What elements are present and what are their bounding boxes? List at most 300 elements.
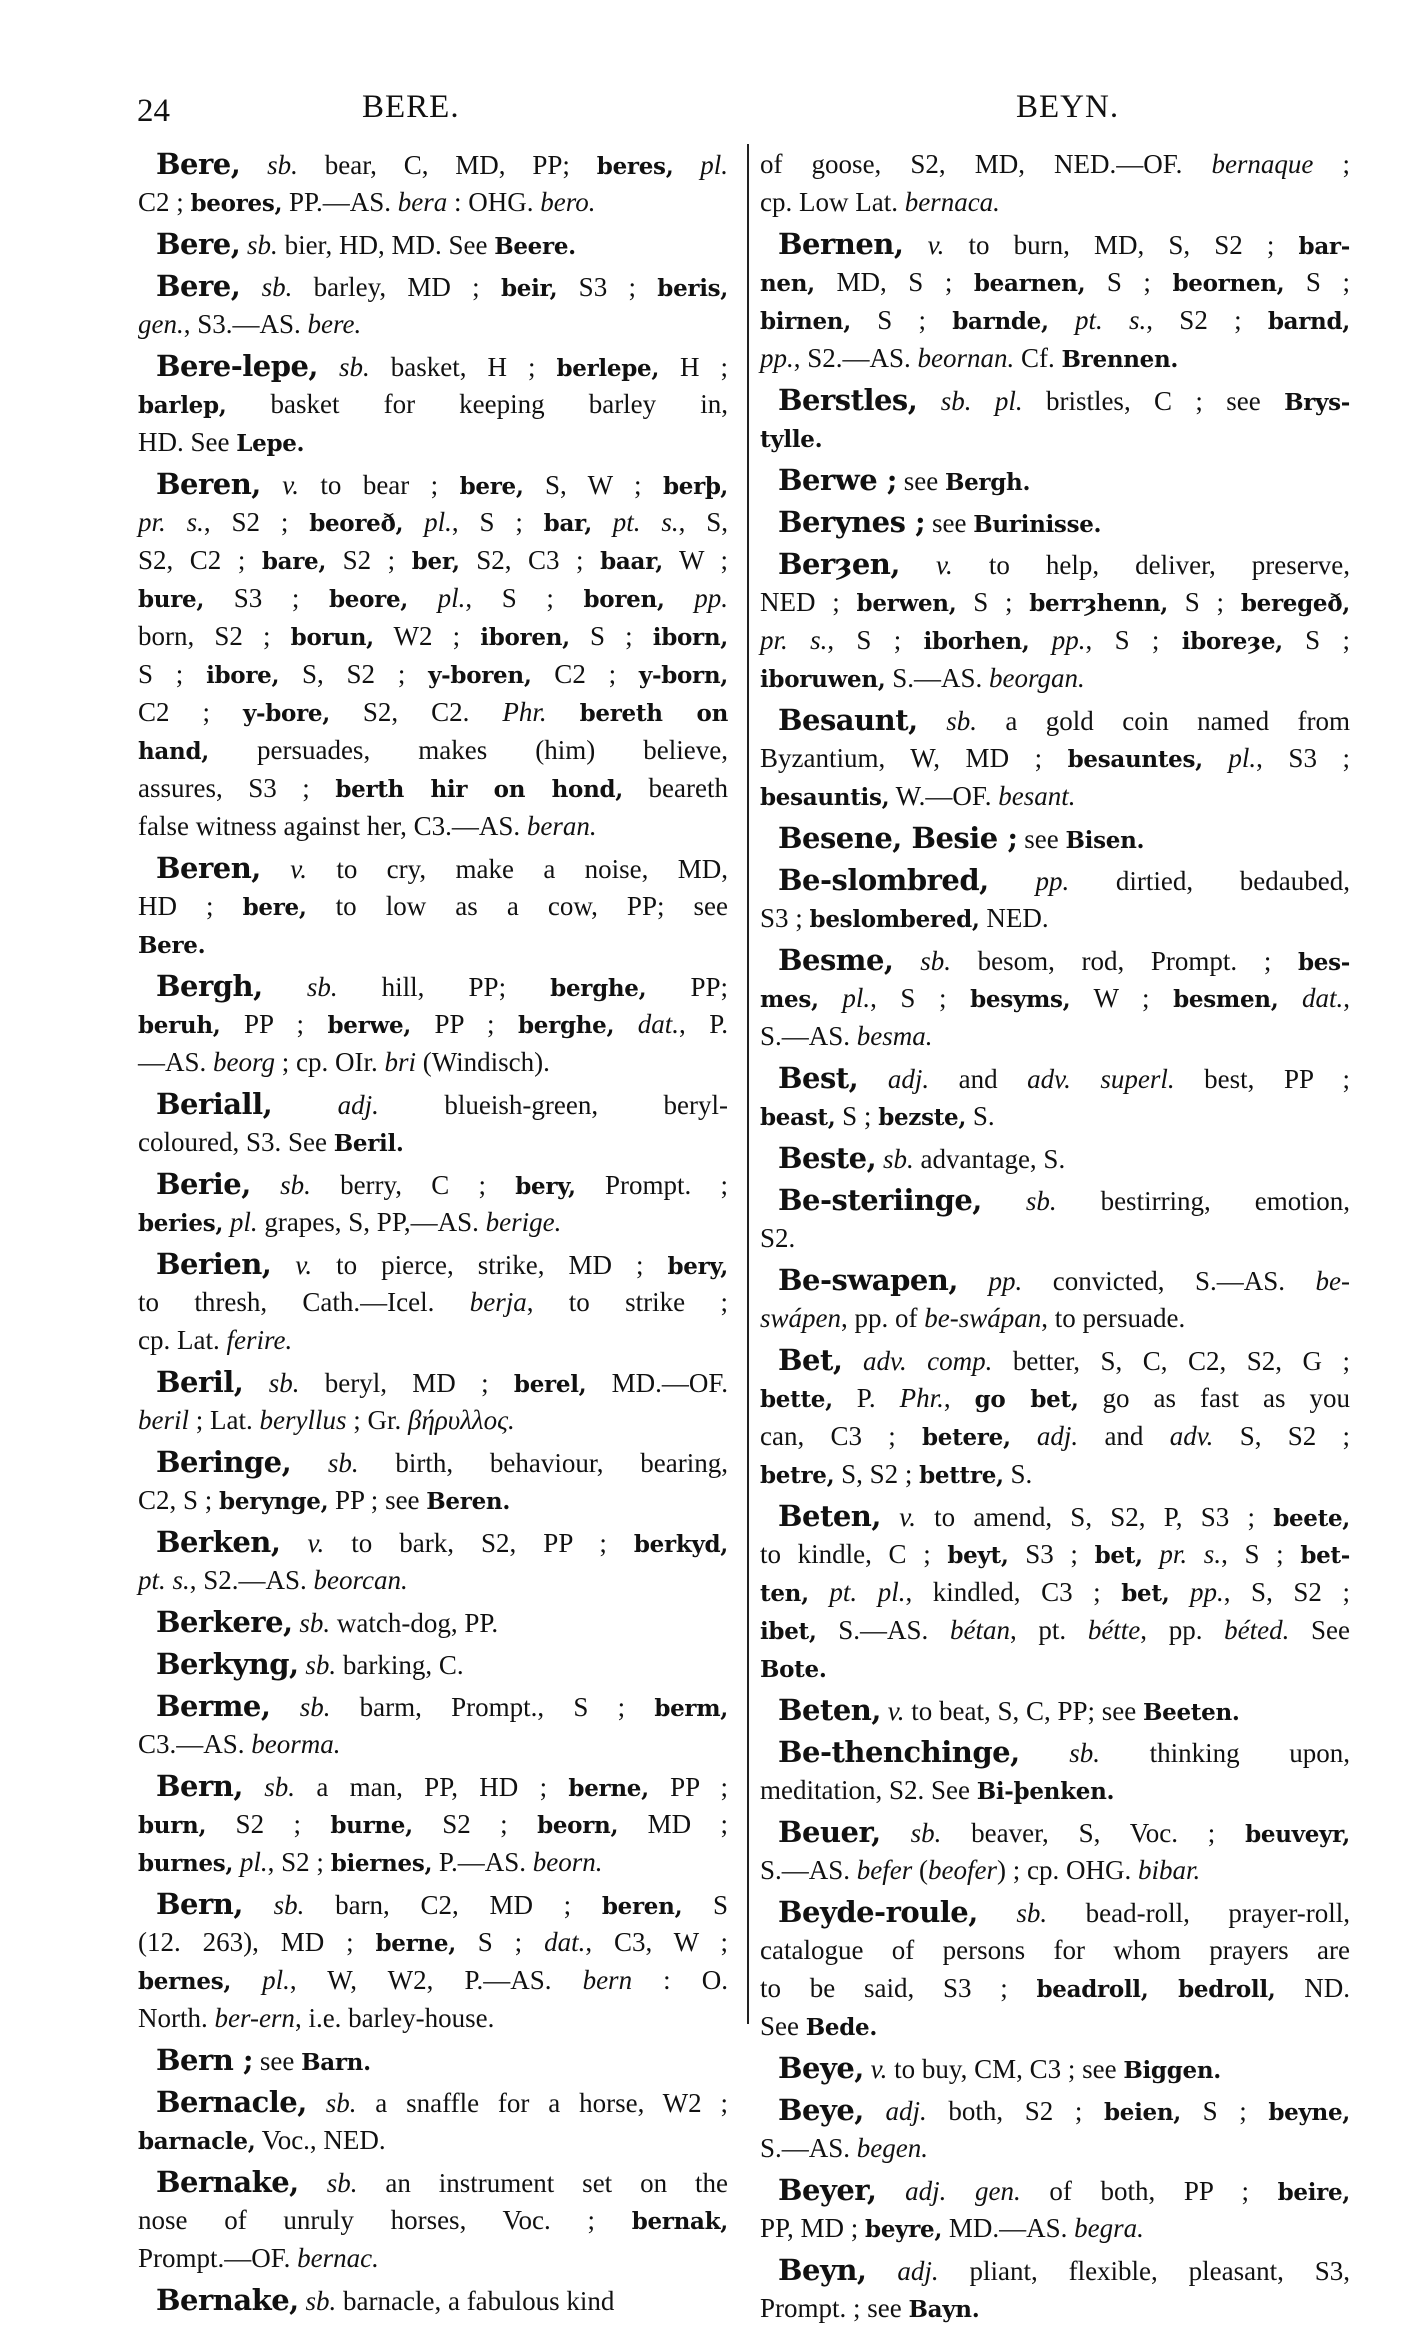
dictionary-entry — [760, 145, 1350, 221]
italic-gloss: sb. — [1025, 1186, 1057, 1216]
text — [894, 946, 921, 976]
text: bristles, C ; see — [1022, 386, 1285, 416]
entry-line — [760, 1219, 1350, 1257]
headword: Bere, — [156, 269, 241, 303]
italic-gloss: pt. s. — [1075, 305, 1147, 335]
headword: Beten, — [778, 1693, 881, 1727]
headword: Bernen, — [778, 227, 904, 261]
text — [403, 507, 424, 537]
text: S ; — [138, 659, 207, 689]
text — [223, 1207, 230, 1237]
dictionary-entry — [760, 941, 1350, 1055]
text: better, S, C, C2, S2, G ; — [992, 1346, 1351, 1376]
headword: Bernake, — [156, 2165, 299, 2199]
text: a man, PP, HD ; — [295, 1772, 569, 1802]
text: , i.e. barley-house. — [294, 2003, 495, 2033]
text — [958, 1266, 989, 1296]
italic-gloss: beornan. — [917, 343, 1015, 373]
italic-gloss: pr. s. — [138, 507, 204, 537]
text — [547, 697, 580, 727]
italic-gloss: sb. — [882, 1144, 914, 1174]
text — [1049, 305, 1075, 335]
bold-form: bar- — [1298, 233, 1350, 260]
text: S ; — [1180, 2096, 1269, 2126]
bold-form: berghe, — [518, 1012, 615, 1039]
italic-gloss: Phr. — [899, 1383, 944, 1413]
dictionary-entry — [760, 1813, 1350, 1889]
dictionary-entry — [138, 465, 728, 845]
dictionary-entry — [760, 381, 1350, 457]
italic-gloss: sb. — [264, 1772, 296, 1802]
italic-gloss: dat. — [544, 1927, 586, 1957]
bold-form: berwen, — [856, 590, 957, 617]
entry-line — [760, 2129, 1350, 2167]
headword: Bernacle, — [156, 2085, 307, 2119]
bold-form: besauntis, — [760, 784, 890, 811]
text: , S, — [678, 507, 728, 537]
entry-line — [760, 1341, 1350, 1379]
italic-gloss: bétte — [1087, 1615, 1141, 1645]
text: , S ; — [870, 983, 971, 1013]
italic-gloss: berige. — [485, 1207, 562, 1237]
italic-gloss: béted. — [1224, 1615, 1290, 1645]
text: and — [1078, 1421, 1170, 1451]
text — [900, 550, 936, 580]
bold-form: beore, — [328, 586, 408, 613]
entry-line — [760, 899, 1350, 937]
headword: Beril, — [156, 1365, 244, 1399]
entry-line — [760, 1181, 1350, 1219]
page-number: 24 — [137, 93, 170, 129]
text: ) ; cp. OHG. — [997, 1855, 1138, 1885]
bold-form: Bede. — [805, 2014, 878, 2041]
text: , S, S2 ; — [1223, 1577, 1350, 1607]
running-head-right: BEYN. — [1016, 89, 1120, 125]
italic-gloss: bernac. — [297, 2243, 379, 2273]
italic-gloss: pl. — [229, 1207, 258, 1237]
headword: Beyer, — [778, 2173, 877, 2207]
italic-gloss: pp. — [988, 1266, 1023, 1296]
entry-line — [138, 693, 728, 731]
dictionary-entry — [760, 2049, 1350, 2087]
text: berry, C ; — [310, 1170, 516, 1200]
bold-form: bes- — [1297, 949, 1350, 976]
headword: Beye, — [778, 2093, 864, 2127]
text: to burn, MD, S, S2 ; — [944, 230, 1299, 260]
text: S.—AS. — [816, 1615, 950, 1645]
column-divider — [747, 144, 749, 2024]
entry-line — [760, 461, 1350, 499]
text: S ; — [569, 621, 653, 651]
text: C2, S ; — [138, 1485, 220, 1515]
text — [673, 150, 700, 180]
bold-form: bearnen, — [973, 270, 1086, 297]
entry-line — [138, 1999, 728, 2037]
italic-gloss: sb. — [268, 1368, 300, 1398]
text: , S2.—AS. — [189, 1565, 314, 1595]
italic-gloss: adj. — [885, 2096, 927, 2126]
text — [614, 1009, 638, 1039]
italic-gloss: pl. — [700, 150, 729, 180]
bold-form: berne, — [568, 1775, 649, 1802]
entry-line — [760, 1969, 1350, 2007]
text: bier, HD, MD. See — [277, 230, 495, 260]
headword: Berie, — [156, 1167, 251, 1201]
bold-form: berne, — [375, 1930, 456, 1957]
text: S ; — [1085, 267, 1173, 297]
entry-line — [760, 979, 1350, 1017]
text: , S ; — [465, 583, 584, 613]
text — [876, 1144, 883, 1174]
text: ; cp. OIr. — [275, 1047, 385, 1077]
bold-form: go bet, — [974, 1386, 1079, 1413]
text: W ; — [1070, 983, 1174, 1013]
bold-form: baar, — [600, 548, 663, 575]
text: beareth — [623, 773, 728, 803]
dictionary-entry — [138, 347, 728, 461]
italic-gloss: sb. — [267, 150, 298, 180]
bold-form: beyre, — [865, 2216, 943, 2243]
left-column — [138, 145, 728, 2323]
bold-form: boren, — [583, 586, 665, 613]
bold-form: iborhen, — [923, 628, 1030, 655]
italic-gloss: dat. — [1302, 983, 1344, 1013]
text: W ; — [662, 545, 728, 575]
entry-line — [138, 267, 728, 305]
text: , S2.—AS. — [793, 343, 918, 373]
italic-gloss: adj. — [887, 1064, 930, 1094]
bold-form: y-bore, — [242, 700, 330, 727]
bold-form: ibore, — [206, 662, 280, 689]
italic-gloss: pp. — [1051, 625, 1086, 655]
headword: Berstles, — [778, 383, 918, 417]
bold-form: besmen, — [1173, 986, 1279, 1013]
text: : O. — [632, 1965, 729, 1995]
dictionary-entry — [760, 1139, 1350, 1177]
text: PP, MD ; — [760, 2213, 866, 2243]
bold-form: besyms, — [970, 986, 1071, 1013]
italic-gloss: beorgan. — [989, 663, 1085, 693]
italic-gloss: be-swápan — [924, 1303, 1042, 1333]
entry-line — [760, 1059, 1350, 1097]
italic-gloss: sb. — [273, 1890, 305, 1920]
dictionary-entry — [138, 2281, 728, 2319]
bold-form: beries, — [138, 1210, 224, 1237]
text: barley, MD ; — [292, 272, 501, 302]
italic-gloss: bera — [397, 187, 448, 217]
dictionary-entry — [138, 1603, 728, 1641]
headword: Berwe ; — [778, 463, 897, 497]
entry-line — [138, 887, 728, 925]
entry-line — [760, 1771, 1350, 1809]
entry-line — [760, 503, 1350, 541]
bold-form: berþ, — [662, 473, 728, 500]
text: S. — [966, 1101, 995, 1131]
text: S2 ; — [412, 1809, 538, 1839]
bold-form: Bayn. — [908, 2296, 980, 2323]
text — [240, 272, 261, 302]
text: beryl, MD ; — [299, 1368, 514, 1398]
text — [1029, 625, 1051, 655]
entry-line — [760, 819, 1350, 857]
bold-form: burn, — [138, 1812, 207, 1839]
italic-gloss: bri — [384, 1047, 417, 1077]
text — [877, 2176, 906, 2206]
italic-gloss: adj. — [1036, 1421, 1079, 1451]
italic-gloss: adv. comp. — [862, 1346, 993, 1376]
italic-gloss: beryllus — [259, 1405, 347, 1435]
text: , to persuade. — [1041, 1303, 1186, 1333]
entry-line — [760, 2091, 1350, 2129]
text — [918, 706, 946, 736]
text: ; — [1313, 149, 1350, 179]
bold-form: Beril. — [333, 1130, 404, 1157]
text — [243, 1368, 268, 1398]
bold-form: birnen, — [760, 308, 851, 335]
italic-gloss: v. — [927, 230, 945, 260]
text: P.—AS. — [432, 1847, 533, 1877]
text: —AS. — [138, 1047, 214, 1077]
headword: Be-swapen, — [778, 1263, 958, 1297]
italic-gloss: sb. — [339, 352, 370, 382]
entry-line — [138, 225, 728, 263]
italic-gloss: pl. — [842, 983, 871, 1013]
bold-form: bet- — [1300, 1542, 1350, 1569]
dictionary-entry — [138, 967, 728, 1081]
text — [1143, 1539, 1160, 1569]
entry-line — [138, 1363, 728, 1401]
bold-form: Brennen. — [1061, 346, 1179, 373]
dictionary-entry — [138, 1245, 728, 1359]
entry-line — [760, 1497, 1350, 1535]
text: , P. — [678, 1009, 728, 1039]
italic-gloss: pl. — [437, 583, 466, 613]
bold-form: Brys- — [1284, 389, 1351, 416]
text — [240, 150, 267, 180]
bold-form: betere, — [922, 1424, 1011, 1451]
entry-line — [138, 305, 728, 343]
entry-line — [760, 2049, 1350, 2087]
italic-gloss: sb. — [920, 946, 951, 976]
bold-form: beuveyr, — [1245, 1821, 1350, 1848]
italic-gloss: pp. — [1035, 866, 1070, 896]
text: , — [1343, 983, 1351, 1013]
text: , W, W2, P.—AS. — [289, 1965, 583, 1995]
dictionary-entry — [760, 503, 1350, 541]
text — [307, 2088, 326, 2118]
entry-line — [760, 339, 1350, 377]
bold-form: beast, — [760, 1104, 836, 1131]
text: S ; — [835, 1101, 879, 1131]
italic-gloss: v. — [282, 470, 300, 500]
entry-line — [760, 2289, 1350, 2327]
text: hill, PP; — [337, 972, 551, 1002]
italic-gloss: berja — [469, 1287, 527, 1317]
text: MD, S ; — [814, 267, 974, 297]
entry-line — [760, 2007, 1350, 2045]
text: , pp. — [1140, 1615, 1225, 1645]
bold-form: iboruwen, — [760, 666, 886, 693]
bold-form: besauntes, — [1067, 746, 1203, 773]
entry-line — [760, 1931, 1350, 1969]
entry-line — [760, 301, 1350, 339]
text: to help, deliver, preserve, — [952, 550, 1351, 580]
entry-line — [138, 145, 728, 183]
italic-gloss: v. — [290, 854, 307, 884]
text — [270, 1692, 299, 1722]
italic-gloss: begra. — [1074, 2213, 1144, 2243]
headword: Beyde-roule, — [778, 1895, 978, 1929]
dictionary-entry — [760, 1341, 1350, 1493]
headword: Bern ; — [156, 2043, 254, 2077]
entry-line — [138, 579, 728, 617]
headword: Beriall, — [156, 1087, 273, 1121]
bold-form: beadroll, bedroll, — [1036, 1976, 1276, 2003]
entry-line — [760, 621, 1350, 659]
text: false witness against her, C3.—AS. — [138, 811, 527, 841]
text: , S3 ; — [1256, 743, 1350, 773]
bold-form: y-boren, — [428, 662, 532, 689]
text — [299, 2286, 306, 2316]
text — [233, 1847, 240, 1877]
dictionary-entry — [138, 1645, 728, 1683]
text: a snaffle for a horse, W2 ; — [356, 2088, 728, 2118]
bold-form: bezste, — [878, 1104, 967, 1131]
entry-line — [138, 2201, 728, 2239]
text: HD. See — [138, 427, 237, 457]
entry-line — [138, 1687, 728, 1725]
entry-line — [138, 2083, 728, 2121]
headword: Bere-lepe, — [156, 349, 319, 383]
italic-gloss: sb. — [325, 2088, 357, 2118]
text: to buy, CM, C3 ; see — [887, 2054, 1124, 2084]
entry-line — [138, 731, 728, 769]
bold-form: Beren. — [426, 1488, 511, 1515]
text — [280, 1528, 307, 1558]
entry-line — [760, 1417, 1350, 1455]
entry-line — [760, 1611, 1350, 1649]
entry-line — [760, 1573, 1350, 1611]
entry-line — [138, 503, 728, 541]
text — [291, 1448, 328, 1478]
entry-line — [760, 183, 1350, 221]
bold-form: beete, — [1273, 1505, 1351, 1532]
text: barn, C2, MD ; — [304, 1890, 602, 1920]
dictionary-entry — [760, 1261, 1350, 1337]
italic-gloss: sb. — [910, 1818, 942, 1848]
italic-gloss: beorma. — [251, 1729, 341, 1759]
italic-gloss: beofer — [928, 1855, 997, 1885]
text: ; Gr. — [346, 1405, 408, 1435]
dictionary-entry — [760, 2171, 1350, 2247]
entry-line — [138, 1561, 728, 1599]
bold-form: beslombered, — [809, 906, 980, 933]
text: See — [760, 2011, 806, 2041]
entry-line — [760, 263, 1350, 301]
text: , S ; — [1085, 625, 1182, 655]
text: blueish-green, beryl- — [378, 1090, 729, 1120]
entry-line — [138, 347, 728, 385]
text: NED. — [979, 903, 1049, 933]
dictionary-entry — [138, 1687, 728, 1763]
text: both, S2 ; — [926, 2096, 1104, 2126]
text: S.—AS. — [760, 1021, 857, 1051]
headword: Beuer, — [778, 1815, 881, 1849]
entry-line — [760, 941, 1350, 979]
headword: Be-slombred, — [778, 863, 989, 897]
text: bestirring, emotion, — [1056, 1186, 1350, 1216]
bold-form: bernes, — [138, 1968, 232, 1995]
text: basket for keeping barley in, — [226, 389, 728, 419]
entry-line — [138, 807, 728, 845]
text: besom, rod, Prompt. ; — [950, 946, 1298, 976]
bold-form: burnes, — [138, 1850, 234, 1877]
bold-form: berrȝhenn, — [1029, 590, 1168, 617]
text: S, W ; — [523, 470, 663, 500]
italic-gloss: bernaque — [1211, 149, 1314, 179]
entry-line — [760, 2251, 1350, 2289]
bold-form: barlep, — [138, 392, 227, 419]
italic-gloss: bernaca. — [904, 187, 1000, 217]
text: S ; — [956, 587, 1030, 617]
bold-form: beire, — [1277, 2179, 1350, 2206]
text: (Windisch). — [416, 1047, 550, 1077]
headword: Best, — [778, 1061, 859, 1095]
italic-gloss: befer — [856, 1855, 913, 1885]
headword: Beringe, — [156, 1445, 292, 1479]
bold-form: nen, — [760, 270, 815, 297]
headword: Beren, — [156, 467, 261, 501]
text: S2 ; — [326, 545, 412, 575]
text: S.—AS. — [885, 663, 989, 693]
entry-line — [760, 1017, 1350, 1055]
entry-line — [760, 777, 1350, 815]
text: PP ; see — [328, 1485, 427, 1515]
headword: Berien, — [156, 1247, 272, 1281]
italic-gloss: sb. — [261, 272, 293, 302]
entry-line — [760, 2209, 1350, 2247]
italic-gloss: v. — [307, 1528, 325, 1558]
bold-form: berghe, — [550, 975, 647, 1002]
bold-form: Beeten. — [1143, 1699, 1240, 1726]
text: cp. Low Lat. — [760, 187, 905, 217]
headword: Berkere, — [156, 1605, 293, 1639]
text — [261, 470, 282, 500]
text: to beat, S, C, PP; see — [904, 1696, 1143, 1726]
italic-gloss: sb. — [247, 230, 278, 260]
entry-line — [760, 1733, 1350, 1771]
bold-form: betre, — [760, 1462, 835, 1489]
bold-form: iborn, — [652, 624, 728, 651]
text — [917, 386, 940, 416]
entry-line — [760, 1851, 1350, 1889]
italic-gloss: sb. — [946, 706, 977, 736]
headword: Berken, — [156, 1525, 281, 1559]
bold-form: berwe, — [327, 1012, 411, 1039]
text: , S2 ; — [203, 507, 310, 537]
entry-line — [138, 617, 728, 655]
text — [665, 583, 695, 613]
entry-line — [138, 1245, 728, 1283]
text: watch-dog, PP. — [330, 1608, 499, 1638]
text — [1169, 1577, 1190, 1607]
entry-line — [138, 769, 728, 807]
entry-line — [138, 849, 728, 887]
entry-line — [138, 1443, 728, 1481]
bold-form: beornen, — [1172, 270, 1285, 297]
bold-form: berel, — [513, 1371, 587, 1398]
text: barking, C. — [336, 1650, 464, 1680]
